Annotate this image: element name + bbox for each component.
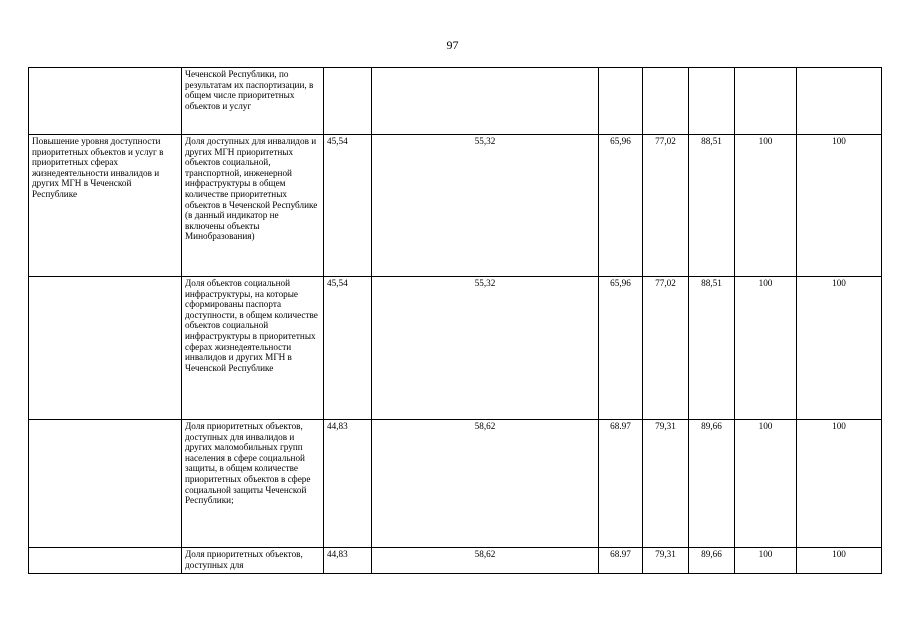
value-cell — [643, 68, 689, 135]
value-cell: 45,54 — [324, 135, 372, 277]
value-cell — [735, 68, 797, 135]
table-row — [29, 135, 882, 277]
goal-cell — [29, 548, 182, 574]
value-cell — [372, 68, 599, 135]
value-cell — [689, 68, 735, 135]
indicator-cell: Доля доступных для инвалидов и других МГН приоритетных объектов социальной, транспортной, инженерной инфраструктуры в общем количестве приоритетных объектов в Чеченской Республике (в данный индикатор не включены объекты Минобразования) — [182, 135, 324, 277]
value-cell: 100 — [797, 420, 882, 548]
value-cell: 77,02 — [643, 135, 689, 277]
indicator-cell: Доля приоритетных объектов, доступных для инвалидов и других маломобильных групп населения в сфере социальной защиты, в общем количестве приоритетных объектов в сфере социальной защиты Чеченской Республики; — [182, 420, 324, 548]
value-cell: 88,51 — [689, 277, 735, 420]
value-cell: 44,83 — [324, 548, 372, 574]
value-cell: 79,31 — [643, 548, 689, 574]
value-cell: 100 — [797, 277, 882, 420]
value-cell: 68.97 — [599, 420, 643, 548]
value-cell: 65,96 — [599, 135, 643, 277]
value-cell: 88,51 — [689, 135, 735, 277]
value-cell: 100 — [797, 548, 882, 574]
table-row — [29, 420, 882, 548]
page-number: 97 — [446, 38, 459, 52]
indicator-cell: Чеченской Республики, по результатам их паспортизации, в общем числе приоритетных объектов и услуг — [182, 68, 324, 135]
goal-cell — [29, 68, 182, 135]
value-cell: 100 — [735, 548, 797, 574]
value-cell: 89,66 — [689, 548, 735, 574]
table-row — [29, 277, 882, 420]
indicator-table — [28, 67, 882, 574]
value-cell: 45,54 — [324, 277, 372, 420]
goal-cell: Повышение уровня доступности приоритетных объектов и услуг в приоритетных сферах жизнедеятельности инвалидов и других МГН в Чеченской Республике — [29, 135, 182, 277]
indicator-cell: Доля объектов социальной инфраструктуры, на которые сформированы паспорта доступности, в общем количестве объектов социальной инфраструктуры в приоритетных сферах жизнедеятельности инвалидов и других МГН в Чеченской Республике — [182, 277, 324, 420]
value-cell: 58,62 — [372, 548, 599, 574]
value-cell: 68.97 — [599, 548, 643, 574]
goal-cell — [29, 277, 182, 420]
value-cell: 79,31 — [643, 420, 689, 548]
value-cell: 77,02 — [643, 277, 689, 420]
table-row — [29, 68, 882, 135]
value-cell: 65,96 — [599, 277, 643, 420]
value-cell — [599, 68, 643, 135]
value-cell: 89,66 — [689, 420, 735, 548]
value-cell — [797, 68, 882, 135]
value-cell — [324, 68, 372, 135]
value-cell: 55,32 — [372, 135, 599, 277]
value-cell: 58,62 — [372, 420, 599, 548]
value-cell: 44,83 — [324, 420, 372, 548]
value-cell: 100 — [735, 135, 797, 277]
goal-cell — [29, 420, 182, 548]
value-cell: 100 — [797, 135, 882, 277]
table-row — [29, 548, 882, 574]
value-cell: 100 — [735, 420, 797, 548]
value-cell: 100 — [735, 277, 797, 420]
indicator-cell: Доля приоритетных объектов, доступных для — [182, 548, 324, 574]
value-cell: 55,32 — [372, 277, 599, 420]
